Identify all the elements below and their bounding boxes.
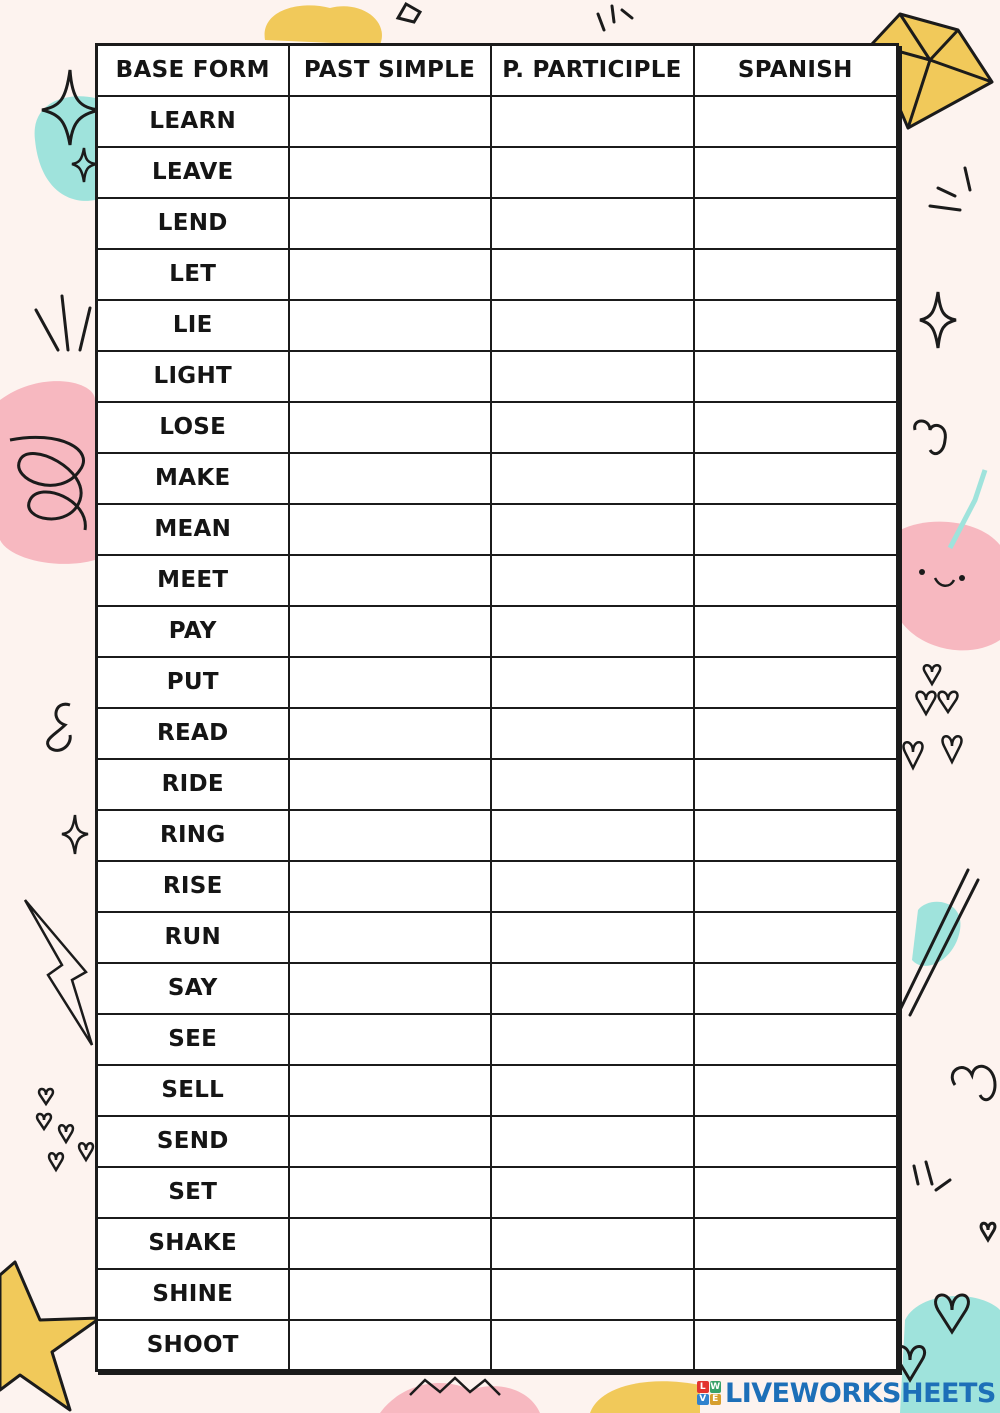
spanish-answer-cell[interactable] — [694, 147, 898, 198]
spanish-answer-cell[interactable] — [694, 606, 898, 657]
logo-letter: E — [710, 1394, 722, 1406]
table-row — [97, 912, 898, 963]
past-participle-answer-cell[interactable] — [491, 912, 694, 963]
base-form-cell: SET — [97, 1167, 289, 1218]
past-participle-answer-cell[interactable] — [491, 861, 694, 912]
spanish-answer-cell[interactable] — [694, 759, 898, 810]
past-participle-answer-cell[interactable] — [491, 1320, 694, 1371]
spanish-answer-cell[interactable] — [694, 708, 898, 759]
table-row — [97, 1116, 898, 1167]
spanish-answer-cell[interactable] — [694, 861, 898, 912]
hearts-right — [904, 665, 962, 768]
past-participle-answer-cell[interactable] — [491, 555, 694, 606]
liveworksheets-logo-icon — [697, 1381, 721, 1405]
spanish-answer-cell[interactable] — [694, 1167, 898, 1218]
spanish-answer-cell[interactable] — [694, 1065, 898, 1116]
logo-letter: L — [697, 1381, 709, 1393]
base-form-cell: LIE — [97, 300, 289, 351]
spanish-answer-cell[interactable] — [694, 402, 898, 453]
past-simple-answer-cell[interactable] — [289, 963, 491, 1014]
sparkle-star-right — [920, 292, 956, 348]
header-base-form: BASE FORM — [97, 45, 289, 96]
past-simple-answer-cell[interactable] — [289, 861, 491, 912]
spanish-answer-cell[interactable] — [694, 453, 898, 504]
spanish-answer-cell[interactable] — [694, 1218, 898, 1269]
base-form-cell: SHINE — [97, 1269, 289, 1320]
spanish-answer-cell[interactable] — [694, 1320, 898, 1371]
swirl-right-1 — [915, 421, 946, 454]
swirl-left — [48, 704, 71, 750]
spanish-answer-cell[interactable] — [694, 963, 898, 1014]
table-row — [97, 1065, 898, 1116]
header-row — [97, 45, 898, 96]
table-row — [97, 1167, 898, 1218]
past-participle-answer-cell[interactable] — [491, 708, 694, 759]
table-row — [97, 1320, 898, 1371]
base-form-cell: LET — [97, 249, 289, 300]
pink-blob-left — [0, 381, 95, 564]
table-row — [97, 810, 898, 861]
table-row — [97, 861, 898, 912]
past-participle-answer-cell[interactable] — [491, 1167, 694, 1218]
past-simple-answer-cell[interactable] — [289, 1167, 491, 1218]
past-simple-answer-cell[interactable] — [289, 1065, 491, 1116]
past-simple-answer-cell[interactable] — [289, 504, 491, 555]
base-form-cell: LOSE — [97, 402, 289, 453]
base-form-cell: SELL — [97, 1065, 289, 1116]
swirl-right-2 — [952, 1066, 995, 1099]
spanish-answer-cell[interactable] — [694, 249, 898, 300]
past-participle-answer-cell[interactable] — [491, 759, 694, 810]
past-simple-answer-cell[interactable] — [289, 1320, 491, 1371]
past-simple-answer-cell[interactable] — [289, 249, 491, 300]
past-simple-answer-cell[interactable] — [289, 606, 491, 657]
table-row — [97, 759, 898, 810]
squiggle-top — [398, 4, 420, 22]
sparkle-lines-top — [598, 6, 632, 30]
spanish-answer-cell[interactable] — [694, 504, 898, 555]
past-participle-answer-cell[interactable] — [491, 963, 694, 1014]
spanish-answer-cell[interactable] — [694, 555, 898, 606]
spanish-answer-cell[interactable] — [694, 1269, 898, 1320]
yellow-star — [0, 1262, 100, 1410]
past-participle-answer-cell[interactable] — [491, 657, 694, 708]
past-simple-answer-cell[interactable] — [289, 555, 491, 606]
past-participle-answer-cell[interactable] — [491, 453, 694, 504]
table-row — [97, 147, 898, 198]
table-row — [97, 1269, 898, 1320]
spanish-answer-cell[interactable] — [694, 198, 898, 249]
table-row — [97, 504, 898, 555]
base-form-cell: PAY — [97, 606, 289, 657]
past-simple-answer-cell[interactable] — [289, 351, 491, 402]
pink-blob-bottom — [380, 1383, 540, 1413]
past-simple-answer-cell[interactable] — [289, 912, 491, 963]
past-simple-answer-cell[interactable] — [289, 453, 491, 504]
past-participle-answer-cell[interactable] — [491, 351, 694, 402]
watermark-text: LIVEWORKSHEETS — [725, 1377, 996, 1409]
past-participle-answer-cell[interactable] — [491, 1269, 694, 1320]
logo-letter: V — [697, 1394, 709, 1406]
verb-rows — [97, 96, 898, 1371]
table-row — [97, 1218, 898, 1269]
past-participle-answer-cell[interactable] — [491, 402, 694, 453]
lines-left — [36, 296, 90, 350]
base-form-cell: SEE — [97, 1014, 289, 1065]
table-row — [97, 402, 898, 453]
past-participle-answer-cell[interactable] — [491, 504, 694, 555]
past-simple-answer-cell[interactable] — [289, 96, 491, 147]
header-past-participle: P. PARTICIPLE — [491, 45, 694, 96]
spanish-answer-cell[interactable] — [694, 96, 898, 147]
logo-letter: W — [710, 1381, 721, 1392]
header-spanish: SPANISH — [694, 45, 898, 96]
spanish-answer-cell[interactable] — [694, 351, 898, 402]
past-participle-answer-cell[interactable] — [491, 810, 694, 861]
base-form-cell: MEAN — [97, 504, 289, 555]
base-form-cell: RIDE — [97, 759, 289, 810]
hearts-left — [37, 1089, 93, 1170]
table-row — [97, 249, 898, 300]
lines-right-lower — [914, 1162, 950, 1190]
past-simple-answer-cell[interactable] — [289, 708, 491, 759]
past-participle-answer-cell[interactable] — [491, 96, 694, 147]
past-participle-answer-cell[interactable] — [491, 1218, 694, 1269]
base-form-cell: RING — [97, 810, 289, 861]
past-simple-answer-cell[interactable] — [289, 657, 491, 708]
liveworksheets-watermark — [697, 1376, 996, 1410]
table-row — [97, 555, 898, 606]
past-simple-answer-cell[interactable] — [289, 300, 491, 351]
base-form-cell: SHOOT — [97, 1320, 289, 1371]
spanish-answer-cell[interactable] — [694, 912, 898, 963]
verbs-table — [95, 43, 899, 1372]
past-simple-answer-cell[interactable] — [289, 147, 491, 198]
base-form-cell: SHAKE — [97, 1218, 289, 1269]
base-form-cell: LEAVE — [97, 147, 289, 198]
base-form-cell: SAY — [97, 963, 289, 1014]
past-simple-answer-cell[interactable] — [289, 1269, 491, 1320]
past-participle-answer-cell[interactable] — [491, 1014, 694, 1065]
spanish-answer-cell[interactable] — [694, 810, 898, 861]
table-row — [97, 351, 898, 402]
lines-right — [930, 168, 970, 210]
past-simple-answer-cell[interactable] — [289, 810, 491, 861]
yellow-blob-top — [265, 5, 382, 45]
spanish-answer-cell[interactable] — [694, 1014, 898, 1065]
table-row — [97, 198, 898, 249]
past-participle-answer-cell[interactable] — [491, 1116, 694, 1167]
past-participle-answer-cell[interactable] — [491, 249, 694, 300]
past-participle-answer-cell[interactable] — [491, 606, 694, 657]
past-participle-answer-cell[interactable] — [491, 198, 694, 249]
sparkle-small-left-2 — [62, 815, 88, 854]
base-form-cell: MAKE — [97, 453, 289, 504]
past-simple-answer-cell[interactable] — [289, 1218, 491, 1269]
table-row — [97, 1014, 898, 1065]
base-form-cell: PUT — [97, 657, 289, 708]
table-row — [97, 708, 898, 759]
spanish-answer-cell[interactable] — [694, 300, 898, 351]
yellow-blob-bottom — [590, 1381, 700, 1413]
past-participle-answer-cell[interactable] — [491, 1065, 694, 1116]
base-form-cell: LIGHT — [97, 351, 289, 402]
past-participle-answer-cell[interactable] — [491, 147, 694, 198]
table-row — [97, 300, 898, 351]
spanish-answer-cell[interactable] — [694, 1116, 898, 1167]
base-form-cell: RISE — [97, 861, 289, 912]
past-simple-answer-cell[interactable] — [289, 402, 491, 453]
base-form-cell: RUN — [97, 912, 289, 963]
base-form-cell: LEND — [97, 198, 289, 249]
spanish-answer-cell[interactable] — [694, 657, 898, 708]
past-simple-answer-cell[interactable] — [289, 1116, 491, 1167]
lightning-left — [25, 900, 92, 1045]
past-simple-answer-cell[interactable] — [289, 198, 491, 249]
past-simple-answer-cell[interactable] — [289, 759, 491, 810]
table-row — [97, 606, 898, 657]
base-form-cell: MEET — [97, 555, 289, 606]
past-simple-answer-cell[interactable] — [289, 1014, 491, 1065]
past-participle-answer-cell[interactable] — [491, 300, 694, 351]
table-row — [97, 453, 898, 504]
table-row — [97, 657, 898, 708]
base-form-cell: SEND — [97, 1116, 289, 1167]
base-form-cell: LEARN — [97, 96, 289, 147]
table-row — [97, 963, 898, 1014]
header-past-simple: PAST SIMPLE — [289, 45, 491, 96]
table-row — [97, 96, 898, 147]
base-form-cell: READ — [97, 708, 289, 759]
